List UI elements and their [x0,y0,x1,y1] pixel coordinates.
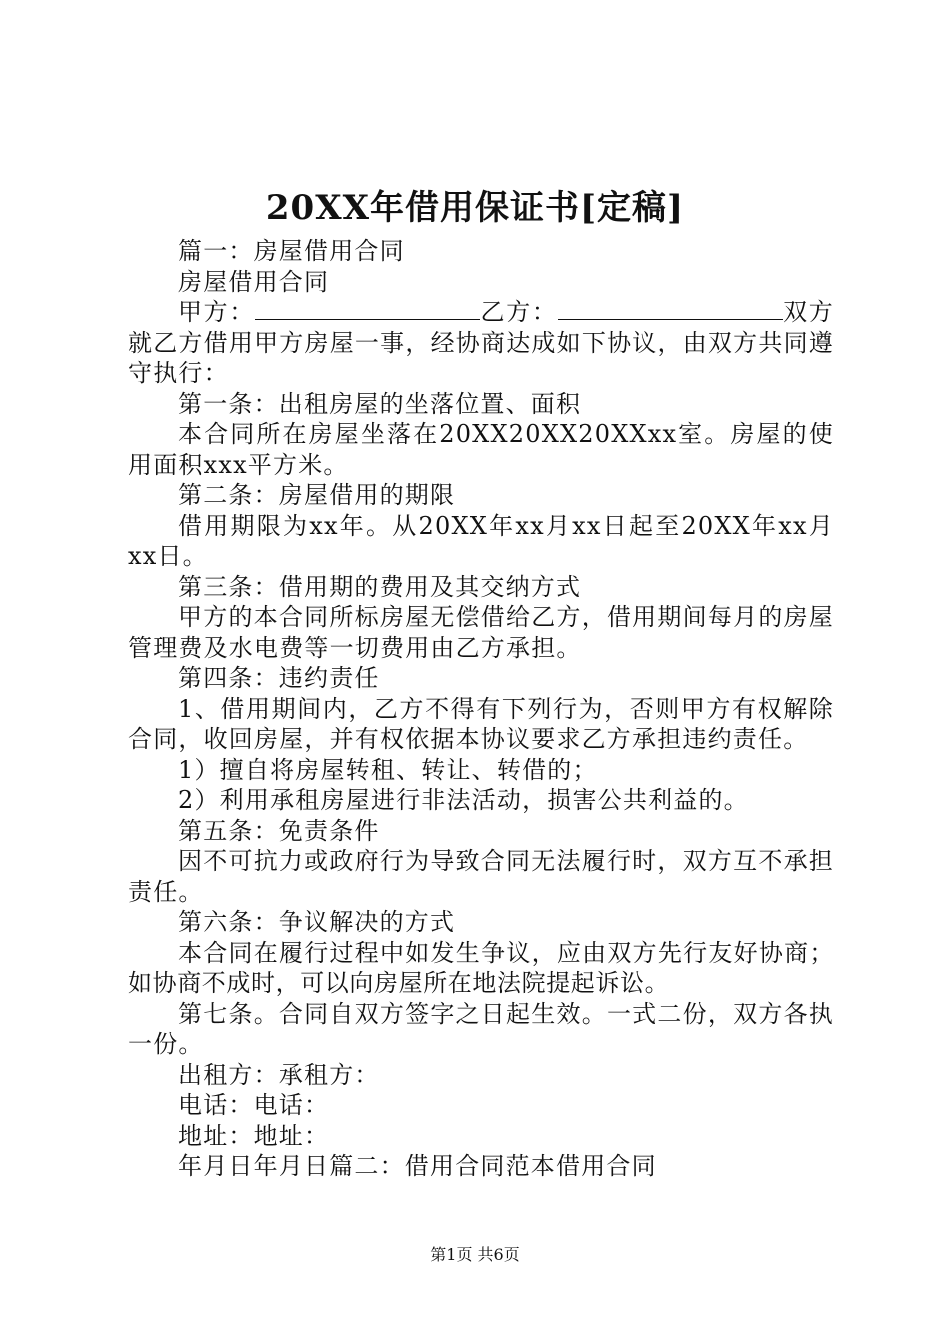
signature-phone: 电话：电话： [178,1091,330,1119]
article-heading: 第五条：免责条件 [178,816,380,845]
article-body: 本合同所在房屋坐落在20XX20XX20XXxx室。房屋的使用面积xxx平方米。 [128,420,834,479]
article-heading: 第一条：出租房屋的坐落位置、面积 [178,389,582,418]
signature-address: 地址：地址： [178,1121,330,1150]
document-title: 20XX年借用保证书[定稿] [265,188,685,228]
list-item: 1）擅自将房屋转租、转让、转借的； [178,755,598,784]
article-body: 本合同在履行过程中如发生争议，应由双方先行友好协商；如协商不成时，可以向房屋所在地法院提起诉讼。 [128,938,834,997]
article-body: 甲方的本合同所标房屋无偿借给乙方，借用期间每月的房屋管理费及水电费等一切费用由乙方承担。 [128,603,834,662]
party-line-text: 双方就乙方借用甲方房屋一事，经协商达成如下协议，由双方共同遵守执行： [128,298,834,387]
document-body [128,236,834,1182]
page-footer: 第1页 共6页 [430,1245,520,1264]
article-heading: 第三条：借用期的费用及其交纳方式 [178,572,582,601]
article-body: 1、借用期间内，乙方不得有下列行为，否则甲方有权解除合同，收回房屋，并有权依据本协议要求乙方承担违约责任。 [128,694,834,753]
party-b-blank [558,299,783,320]
section-heading: 年月日年月日篇二：借用合同范本借用合同 [178,1152,657,1180]
contract-title: 房屋借用合同 [178,267,330,296]
section-heading: 篇一：房屋借用合同 [178,237,405,265]
article-heading: 第六条：争议解决的方式 [178,908,456,936]
article-heading: 第二条：房屋借用的期限 [178,481,456,509]
party-line [128,297,834,389]
article-body: 借用期限为xx年。从20XX年xx月xx日起至20XX年xx月xx日。 [128,511,834,570]
list-item: 2）利用承租房屋进行非法活动，损害公共利益的。 [178,786,749,814]
article-body: 第七条。合同自双方签字之日起生效。一式二份，双方各执一份。 [128,999,834,1058]
signature-lessor: 出租方：承租方： [178,1060,380,1089]
party-b-label: 乙方： [480,298,558,326]
article-body: 因不可抗力或政府行为导致合同无法履行时，双方互不承担责任。 [128,847,834,906]
party-a-label: 甲方： [178,298,256,326]
party-a-blank [255,299,480,320]
article-heading: 第四条：违约责任 [178,664,380,692]
